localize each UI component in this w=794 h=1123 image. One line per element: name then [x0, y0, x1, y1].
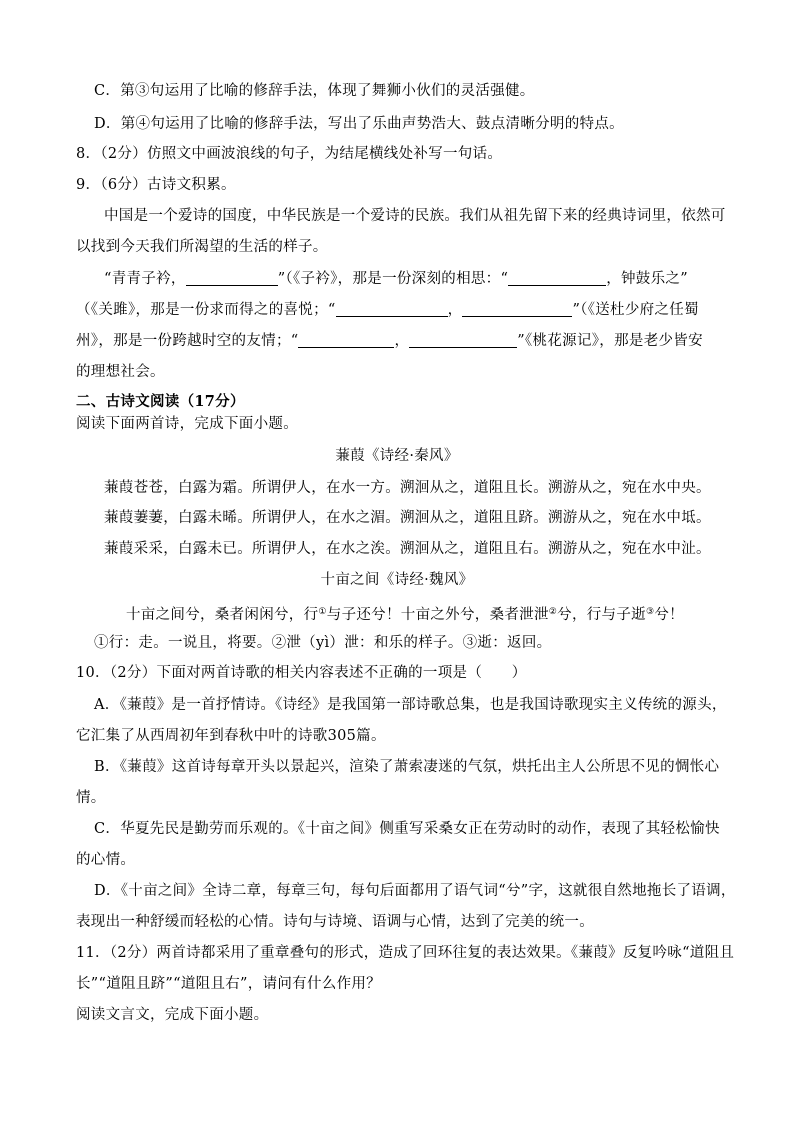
fill-text: ”《桃花源记》，那是老少皆安	[517, 333, 703, 349]
fill-text: （《关雎》，那是一份求而得之的喜悦；“	[76, 302, 336, 318]
poem-text: 兮！	[654, 607, 684, 623]
q7-option-d: D．第④句运用了比喻的修辞手法，写出了乐曲声势浩大、鼓点清晰分明的特点。	[94, 116, 624, 132]
answer-blank[interactable]	[508, 270, 606, 286]
poem-1-line-2: 蒹葭萋萋，白露未晞。所谓伊人，在水之湄。溯洄从之，道阻且跻。溯游从之，宛在水中坻。	[104, 510, 711, 526]
q10-option-d-line-1: D．《十亩之间》全诗二章，每章三句，每句后面都用了语气词“兮”字，这就很自然地拖长了语调，	[94, 883, 736, 899]
q11-line-2: 长”“道阻且跻”“道阻且右”，请问有什么作用？	[76, 976, 381, 992]
q10-option-d-line-2: 表现出一种舒缓而轻松的心情。诗句与诗境、语调与心情，达到了完美的统一。	[76, 914, 594, 930]
q9-intro-line-2: 以找到今天我们所渴望的生活的样子。	[76, 239, 328, 255]
poem-text: 兮，行与子逝	[557, 607, 646, 623]
fill-text: ，	[394, 333, 410, 349]
poem-2-title: 十亩之间《诗经·魏风》	[320, 572, 474, 588]
q9-fill-line-1	[104, 268, 688, 290]
section-2-instruction: 阅读下面两首诗，完成下面小题。	[76, 416, 298, 432]
answer-blank[interactable]	[336, 301, 448, 317]
fill-text: ”（《子衿》，那是一份深刻的相思：“	[277, 271, 509, 287]
footnote-marker: ③	[645, 607, 655, 617]
answer-blank[interactable]	[186, 270, 278, 286]
answer-blank[interactable]	[409, 332, 517, 348]
q7-option-c: C．第③句运用了比喻的修辞手法，体现了舞狮小伙们的灵活强健。	[94, 83, 535, 99]
fill-text: 州》，那是一份跨越时空的友情；“	[76, 333, 299, 349]
answer-blank[interactable]	[298, 332, 394, 348]
fill-text: “青青子衿，	[104, 271, 186, 287]
poem-1-line-1: 蒹葭苍苍，白露为霜。所谓伊人，在水一方。溯洄从之，道阻且长。溯游从之，宛在水中央。	[104, 480, 711, 496]
q9-fill-line-3	[76, 330, 703, 352]
fill-text: ，钟鼓乐之”	[606, 271, 688, 287]
answer-blank[interactable]	[462, 301, 572, 317]
q10-option-c-line-2: 的心情。	[76, 852, 136, 868]
poem-2-line	[126, 601, 684, 626]
fill-text: ”（《送杜少府之任蜀	[572, 302, 699, 318]
q10-option-b-line-1: B．《蒹葭》这首诗每章开头以景起兴，渲染了萧索凄迷的气氛，烘托出主人公所思不见的惆怅心	[94, 759, 720, 775]
q9-title: 9．（6分）古诗文积累。	[76, 177, 236, 193]
q9-fill-line-2	[76, 299, 699, 321]
q11-line-1: 11．（2分）两首诗都采用了重章叠句的形式，造成了回环往复的表达效果。《蒹葭》反复吟咏“道阻且	[76, 945, 735, 961]
q9-intro-line-1: 中国是一个爱诗的国度，中华民族是一个爱诗的民族。我们从祖先留下来的经典诗词里，依然可	[104, 208, 726, 224]
footnote-marker: ②	[548, 607, 558, 617]
q10-stem: 10．（2分）下面对两首诗歌的相关内容表述不正确的一项是（ ）	[76, 665, 527, 681]
poem-text: 与子还兮！十亩之外兮，桑者泄泄	[326, 607, 549, 623]
q9-fill-line-4: 的理想社会。	[76, 364, 165, 380]
q8-text: 8．（2分）仿照文中画波浪线的句子，为结尾横线处补写一句话。	[76, 146, 503, 162]
q10-option-c-line-1: C．华夏先民是勤劳而乐观的。《十亩之间》侧重写采桑女正在劳动时的动作，表现了其轻松愉快	[94, 821, 720, 837]
poem-1-title: 蒹葭《诗经·秦风》	[335, 448, 459, 464]
q10-option-a-line-2: 它汇集了从西周初年到春秋中叶的诗歌305篇。	[76, 728, 386, 744]
section-2-heading: 二、古诗文阅读（17分）	[76, 393, 245, 410]
poem-2-notes: ①行：走。一说且，将要。②泄（yì）泄：和乐的样子。③逝：返回。	[94, 635, 552, 651]
poem-text: 十亩之间兮，桑者闲闲兮，行	[126, 607, 319, 623]
poem-1-line-3: 蒹葭采采，白露未已。所谓伊人，在水之涘。溯洄从之，道阻且右。溯游从之，宛在水中沚。	[104, 541, 711, 557]
next-section-instruction: 阅读文言文，完成下面小题。	[76, 1007, 269, 1023]
fill-text: ，	[447, 302, 463, 318]
q10-option-b-line-2: 情。	[76, 790, 106, 806]
footnote-marker: ①	[318, 607, 327, 617]
q10-option-a-line-1: A．《蒹葭》是一首抒情诗。《诗经》是我国第一部诗歌总集，也是我国诗歌现实主义传统的源头，	[94, 697, 727, 713]
